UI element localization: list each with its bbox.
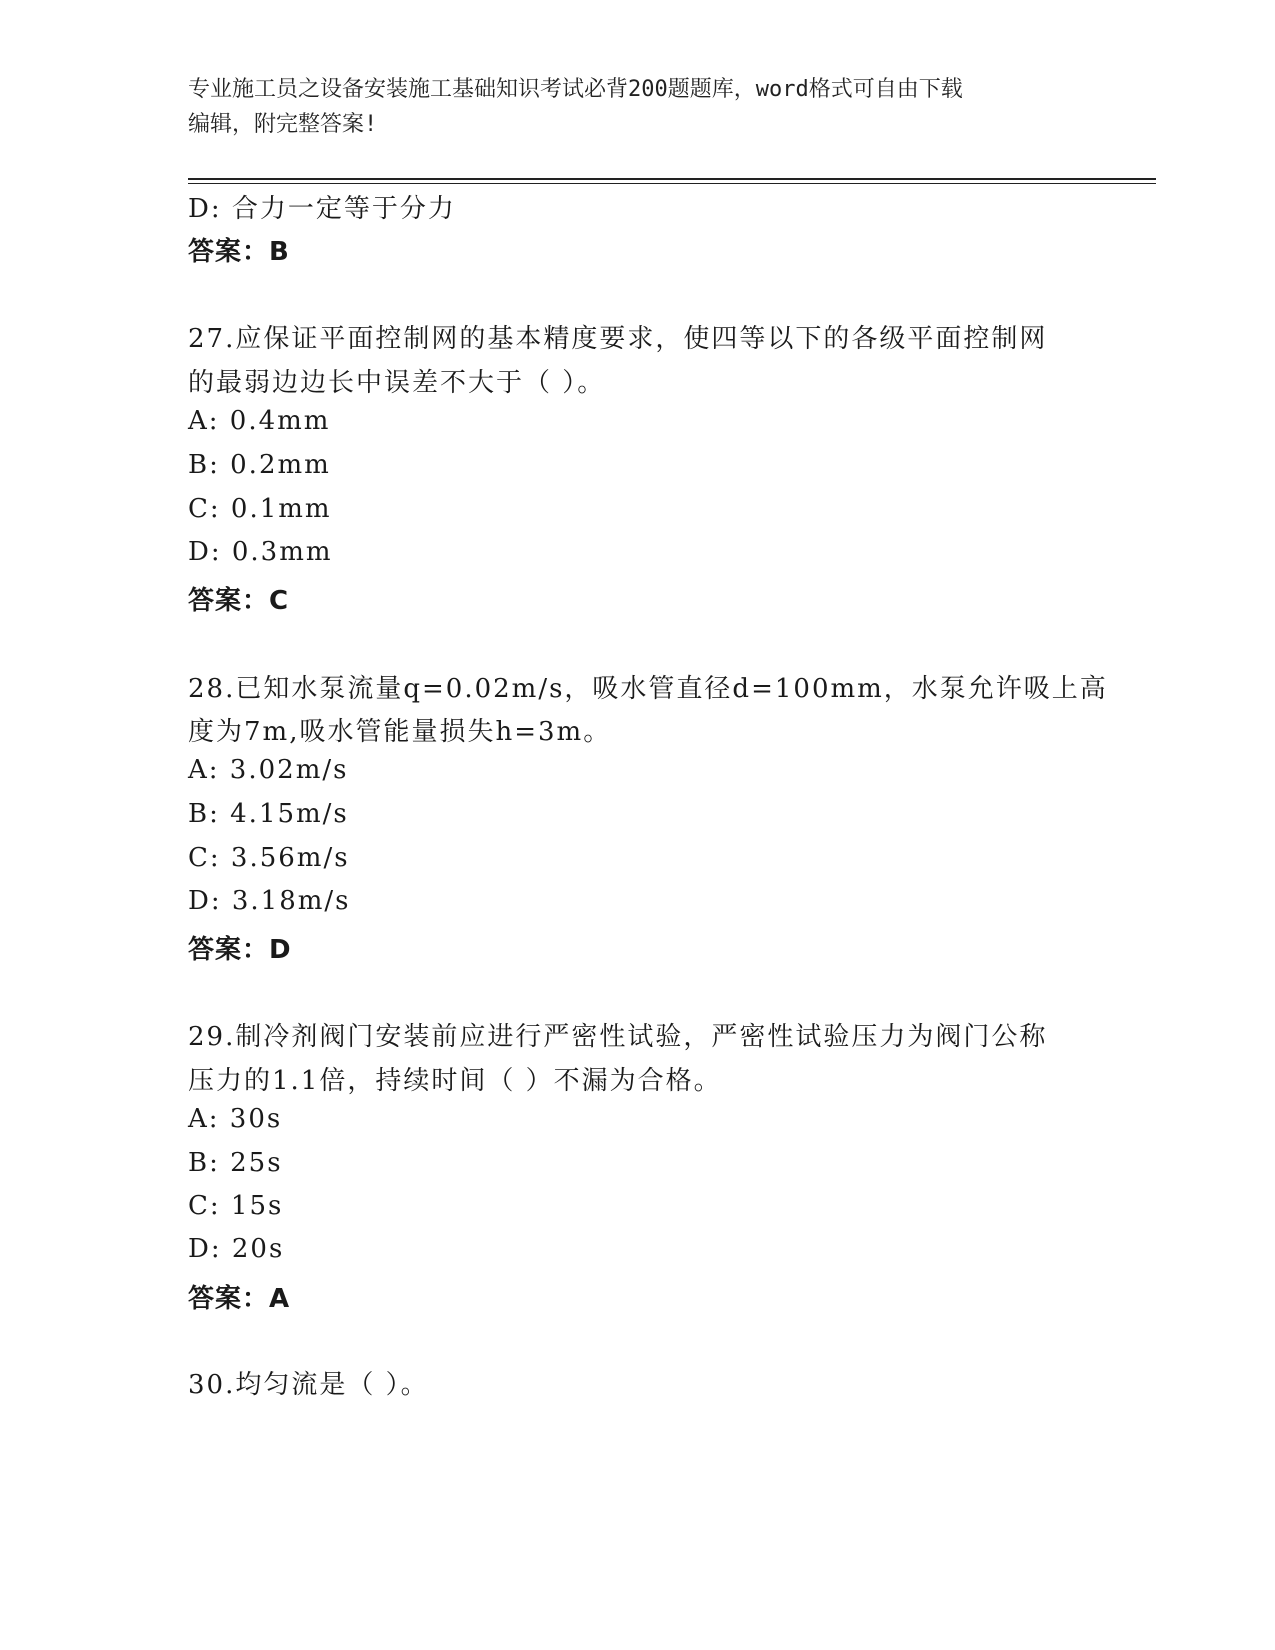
- q29-stem-line-1: 29.制冷剂阀门安装前应进行严密性试验，严密性试验压力为阀门公称: [188, 1022, 1048, 1052]
- page-header: [188, 72, 1088, 142]
- q28-answer: 答案：D: [188, 935, 292, 965]
- q29-option-a: A: 30s: [188, 1104, 283, 1134]
- q29-stem-line-2: 压力的1.1倍，持续时间（ ）不漏为合格。: [188, 1066, 722, 1096]
- q29-option-b: B: 25s: [188, 1148, 283, 1178]
- q29-option-c: C: 15s: [188, 1191, 284, 1221]
- header-divider-thin: [188, 183, 1156, 184]
- q27-option-d: D: 0.3mm: [188, 537, 333, 567]
- header-line-2: 编辑，附完整答案!: [188, 112, 378, 137]
- q27-answer: 答案：C: [188, 586, 290, 616]
- q27-option-a: A: 0.4mm: [188, 406, 331, 436]
- prev-answer: 答案：B: [188, 237, 290, 267]
- q29-option-d: D: 20s: [188, 1234, 285, 1264]
- prev-option-d: D: 合力一定等于分力: [188, 194, 456, 224]
- q28-option-c: C: 3.56m/s: [188, 843, 350, 873]
- header-divider: [188, 178, 1156, 180]
- q28-stem-line-2: 度为7m,吸水管能量损失h=3m。: [188, 717, 612, 747]
- q27-option-b: B: 0.2mm: [188, 450, 331, 480]
- q28-option-a: A: 3.02m/s: [188, 755, 349, 785]
- q30-stem-line-1: 30.均匀流是（ ）。: [188, 1370, 429, 1400]
- q27-stem-line-1: 27.应保证平面控制网的基本精度要求，使四等以下的各级平面控制网: [188, 324, 1048, 354]
- q29-answer: 答案：A: [188, 1284, 291, 1314]
- q28-stem-line-1: 28.已知水泵流量q=0.02m/s，吸水管直径d=100mm，水泵允许吸上高: [188, 674, 1108, 704]
- q28-option-b: B: 4.15m/s: [188, 799, 349, 829]
- header-line-1: 专业施工员之设备安装施工基础知识考试必背200题题库，word格式可自由下载: [188, 77, 963, 102]
- q28-option-d: D: 3.18m/s: [188, 886, 351, 916]
- q27-option-c: C: 0.1mm: [188, 494, 332, 524]
- q27-stem-line-2: 的最弱边边长中误差不大于（ ）。: [188, 368, 606, 398]
